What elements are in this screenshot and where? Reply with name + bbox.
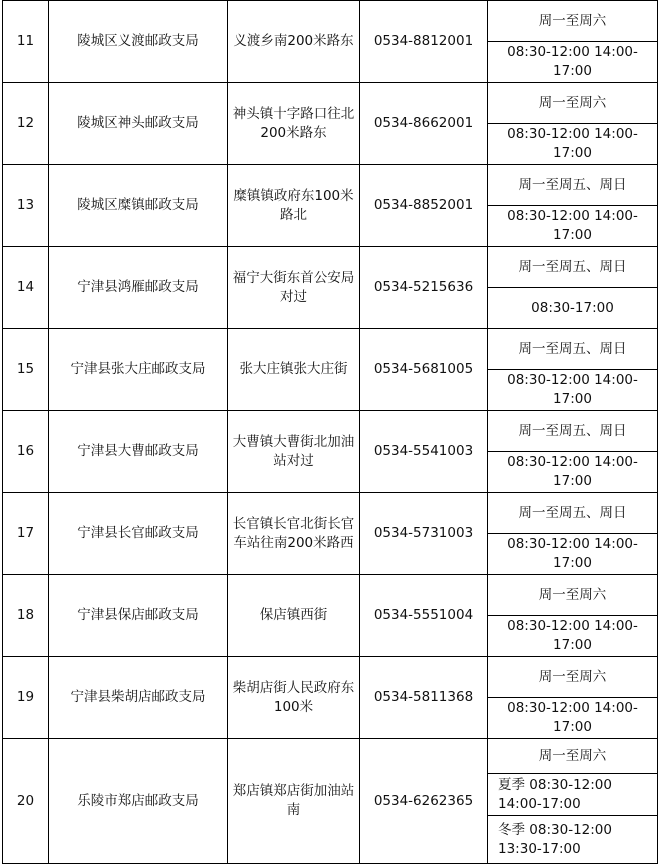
table-row [3,83,658,124]
office-name: 乐陵市郑店邮政支局 [49,739,228,864]
business-hours: 08:30-12:00 14:00-17:00 [488,698,658,739]
office-name: 宁津县柴胡店邮政支局 [49,657,228,739]
office-name: 宁津县大曹邮政支局 [49,411,228,493]
row-number: 12 [3,83,49,165]
table-row [3,739,658,774]
business-hours: 08:30-12:00 14:00-17:00 [488,42,658,83]
table-row [3,411,658,452]
business-days: 周一至周六 [488,83,658,124]
winter-hours [488,816,658,864]
row-number: 15 [3,329,49,411]
post-office-table [2,0,658,864]
business-days: 周一至周六 [488,657,658,698]
table-row [3,165,658,206]
business-hours: 08:30-12:00 14:00-17:00 [488,616,658,657]
business-days: 周一至周五、周日 [488,493,658,534]
row-number: 18 [3,575,49,657]
row-number: 13 [3,165,49,247]
office-phone: 0534-5731003 [360,493,488,575]
office-phone: 0534-5551004 [360,575,488,657]
office-phone: 0534-8852001 [360,165,488,247]
office-address: 神头镇十字路口往北200米路东 [228,83,360,165]
business-hours: 08:30-12:00 14:00-17:00 [488,370,658,411]
business-days: 周一至周六 [488,575,658,616]
office-address: 大曹镇大曹街北加油站对过 [228,411,360,493]
office-phone: 0534-5541003 [360,411,488,493]
row-number: 17 [3,493,49,575]
business-hours: 08:30-12:00 14:00-17:00 [488,452,658,493]
office-phone: 0534-8662001 [360,83,488,165]
office-name: 宁津县保店邮政支局 [49,575,228,657]
office-address: 保店镇西街 [228,575,360,657]
table-row [3,329,658,370]
office-phone: 0534-5215636 [360,247,488,329]
office-address: 长官镇长官北街长官车站往南200米路西 [228,493,360,575]
table-row [3,657,658,698]
office-phone: 0534-5811368 [360,657,488,739]
office-phone: 0534-6262365 [360,739,488,864]
office-address: 郑店镇郑店街加油站南 [228,739,360,864]
business-days: 周一至周五、周日 [488,165,658,206]
office-name: 宁津县张大庄邮政支局 [49,329,228,411]
business-days: 周一至周五、周日 [488,411,658,452]
table-row [3,493,658,534]
table-row [3,1,658,42]
row-number: 19 [3,657,49,739]
table-body [3,1,658,864]
office-name: 宁津县长官邮政支局 [49,493,228,575]
row-number: 14 [3,247,49,329]
office-phone: 0534-5681005 [360,329,488,411]
office-address: 张大庄镇张大庄街 [228,329,360,411]
office-name: 宁津县鸿雁邮政支局 [49,247,228,329]
office-name: 陵城区神头邮政支局 [49,83,228,165]
office-address: 义渡乡南200米路东 [228,1,360,83]
office-name: 陵城区义渡邮政支局 [49,1,228,83]
business-days: 周一至周五、周日 [488,329,658,370]
table-row [3,575,658,616]
business-days: 周一至周六 [488,1,658,42]
row-number: 11 [3,1,49,83]
office-name: 陵城区糜镇邮政支局 [49,165,228,247]
table-row [3,247,658,288]
business-hours: 08:30-17:00 [488,288,658,329]
row-number: 20 [3,739,49,864]
business-days: 周一至周六 [488,739,658,774]
business-hours: 08:30-12:00 14:00-17:00 [488,534,658,575]
office-address: 福宁大街东首公安局对过 [228,247,360,329]
winter-hours-text: 冬季 08:30-12:00 13:30-17:00 [498,821,612,857]
office-address: 柴胡店街人民政府东100米 [228,657,360,739]
summer-hours-text: 夏季 08:30-12:00 14:00-17:00 [498,776,612,812]
office-address: 糜镇镇政府东100米路北 [228,165,360,247]
business-days: 周一至周五、周日 [488,247,658,288]
summer-hours [488,774,658,816]
office-phone: 0534-8812001 [360,1,488,83]
business-hours: 08:30-12:00 14:00-17:00 [488,124,658,165]
business-hours: 08:30-12:00 14:00-17:00 [488,206,658,247]
row-number: 16 [3,411,49,493]
